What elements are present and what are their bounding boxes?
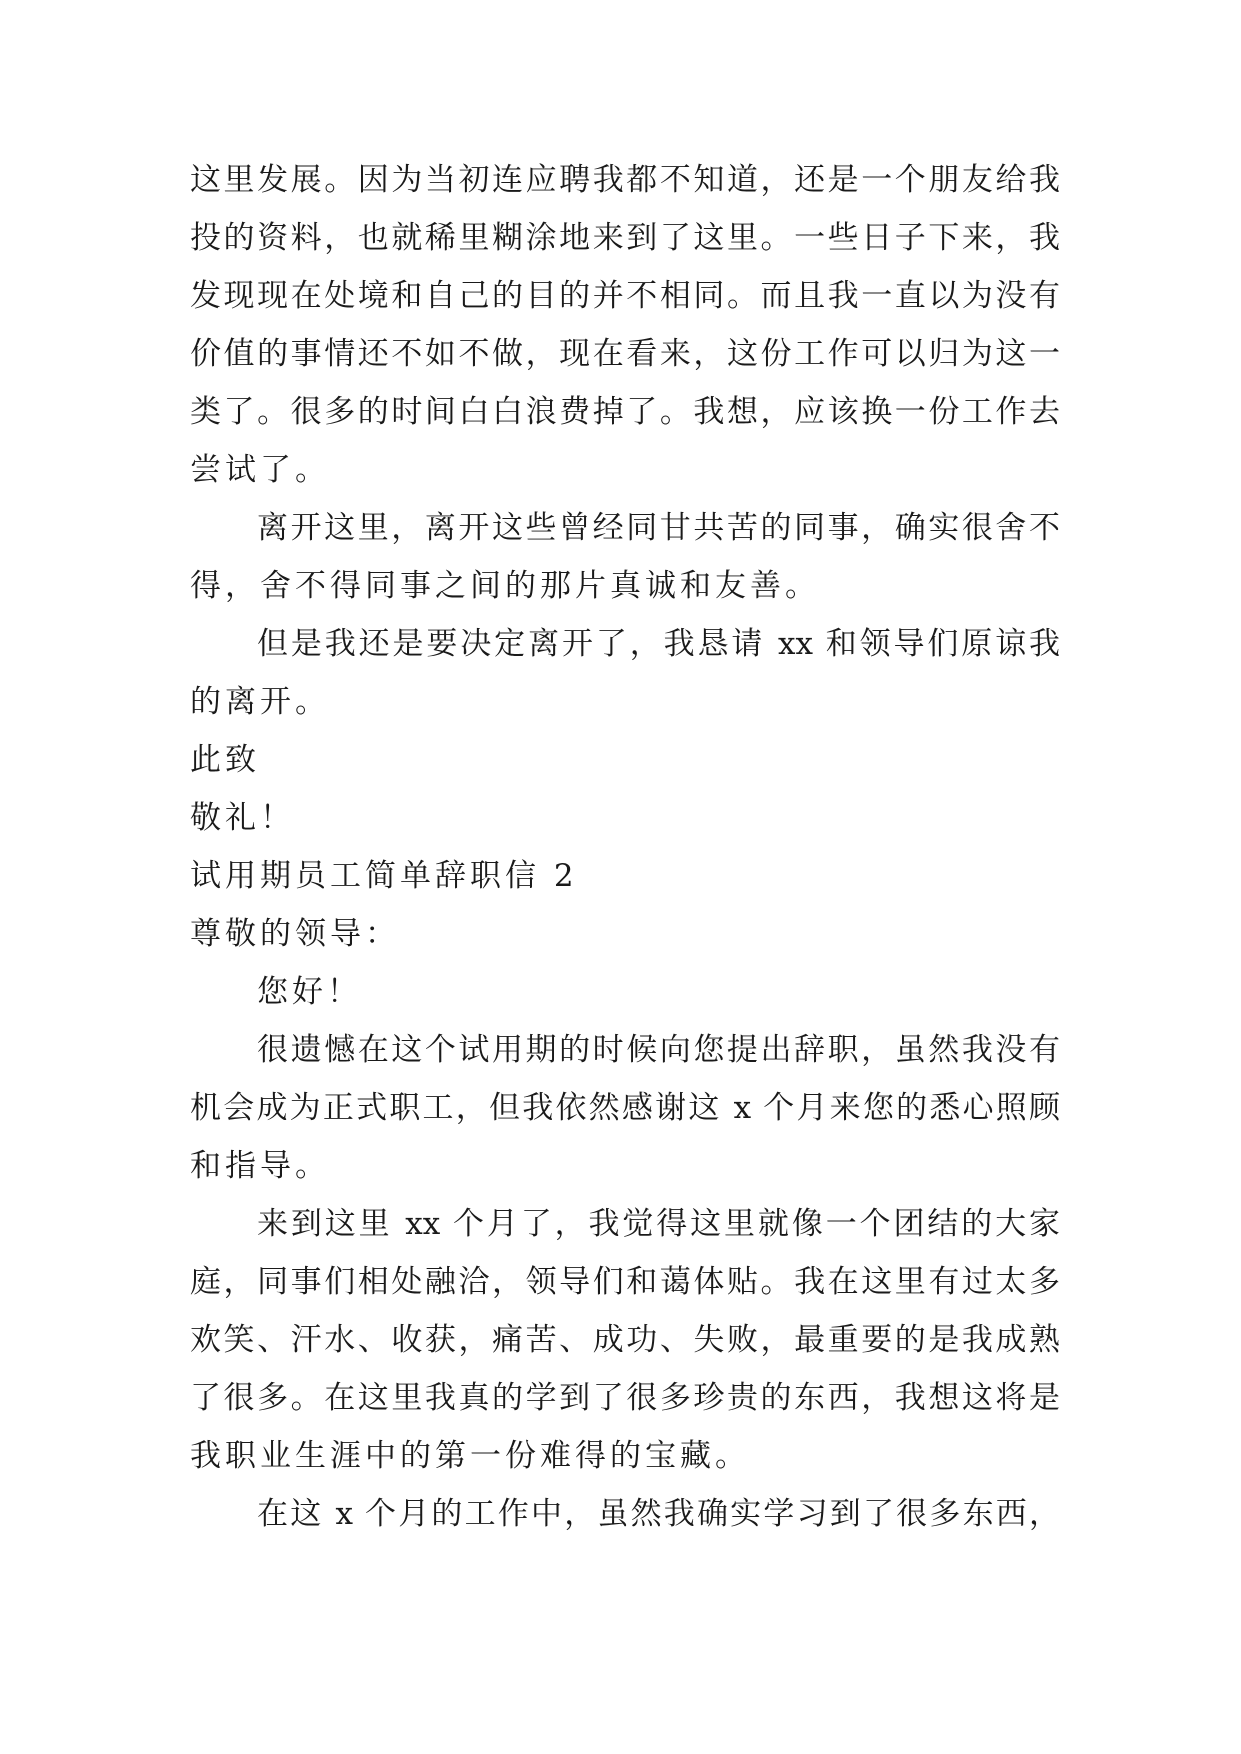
text-line: 得，舍不得同事之间的那片真诚和友善。 [190, 568, 820, 604]
text-line: 了很多。在这里我真的学到了很多珍贵的东西，我想这将是 [190, 1380, 1060, 1416]
text-line: 的离开。 [190, 684, 330, 720]
text-line: 这里发展。因为当初连应聘我都不知道，还是一个朋友给我 [190, 162, 1060, 198]
text-line: 但是我还是要决定离开了，我恳请 xx 和领导们原谅我 [257, 626, 1060, 662]
text-line: 来到这里 xx 个月了，我觉得这里就像一个团结的大家 [257, 1206, 1060, 1242]
text-line: 很遗憾在这个试用期的时候向您提出辞职，虽然我没有 [257, 1032, 1060, 1068]
text-line: 价值的事情还不如不做，现在看来，这份工作可以归为这一 [190, 336, 1060, 372]
text-line: 发现现在处境和自己的目的并不相同。而且我一直以为没有 [190, 278, 1060, 314]
text-line: 离开这里，离开这些曾经同甘共苦的同事，确实很舍不 [257, 510, 1060, 546]
text-line: 庭，同事们相处融洽，领导们和蔼体贴。我在这里有过太多 [190, 1264, 1060, 1300]
letter-title: 试用期员工简单辞职信 2 [190, 858, 578, 894]
salutation: 尊敬的领导： [190, 916, 400, 952]
text-line: 欢笑、汗水、收获，痛苦、成功、失败，最重要的是我成熟 [190, 1322, 1060, 1358]
greeting: 您好！ [257, 974, 362, 1010]
text-line: 类了。很多的时间白白浪费掉了。我想，应该换一份工作去 [190, 394, 1060, 430]
closing-line: 此致 [190, 742, 260, 778]
text-line: 在这 x 个月的工作中，虽然我确实学习到了很多东西， [257, 1496, 1060, 1532]
text-line: 机会成为正式职工，但我依然感谢这 x 个月来您的悉心照顾 [190, 1090, 1060, 1126]
text-line: 我职业生涯中的第一份难得的宝藏。 [190, 1438, 750, 1474]
text-line: 和指导。 [190, 1148, 330, 1184]
closing-line: 敬礼！ [190, 800, 295, 836]
text-line: 投的资料，也就稀里糊涂地来到了这里。一些日子下来，我 [190, 220, 1060, 256]
text-line: 尝试了。 [190, 452, 330, 488]
